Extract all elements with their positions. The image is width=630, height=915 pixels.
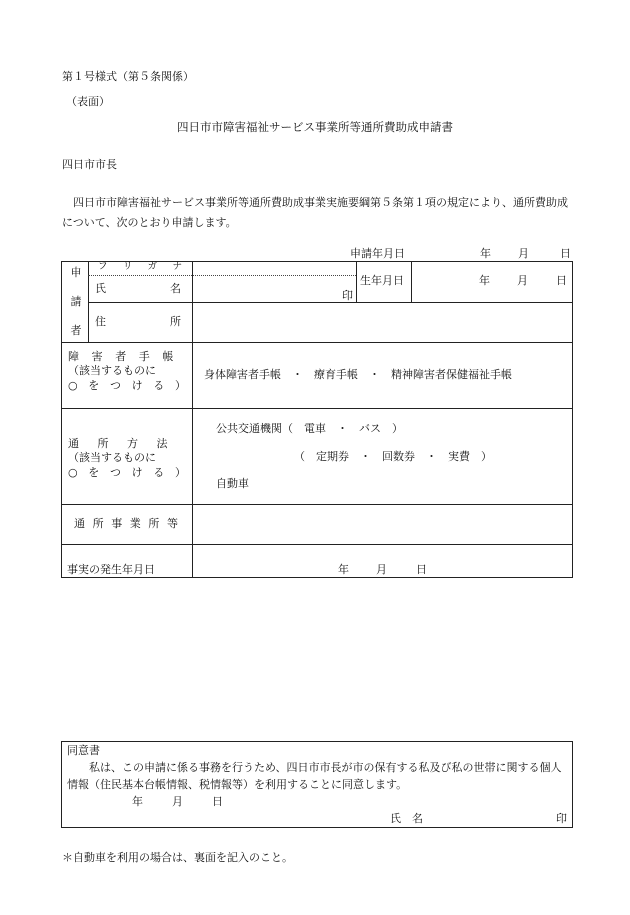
label-char: ） <box>174 465 186 479</box>
label-char: つ <box>109 378 121 392</box>
furigana-field[interactable] <box>193 262 356 275</box>
commute-label-line3 <box>68 466 186 480</box>
label-char: 法 <box>156 437 168 450</box>
application-date-year: 年 <box>480 247 491 260</box>
label-char: 方 <box>127 437 138 450</box>
addressee: 四日市市長 <box>62 158 117 171</box>
facility-field[interactable] <box>193 505 573 544</box>
label-char: を <box>88 465 100 479</box>
label-char: け <box>131 378 143 392</box>
facility-label <box>74 517 178 531</box>
label-char: 所 <box>148 517 160 530</box>
label-char: 通 <box>74 517 85 530</box>
side-label: （表面） <box>66 95 110 108</box>
commute-label-line2: （該当するものに <box>68 451 156 465</box>
label-char: る <box>153 465 165 479</box>
consent-name-label: 氏 名 <box>390 812 423 825</box>
name-seal: 印 <box>342 289 353 302</box>
label-char: を <box>88 378 100 392</box>
car-option[interactable]: 自動車 <box>216 477 249 490</box>
consent-body: 私は、この申請に係る事務を行うため、四日市市長が市の保有する私及び私の世帯に関する個人情報（住民基本台帳情報、税情報等）を利用することに同意します。 <box>67 761 562 791</box>
label-char: ） <box>174 378 186 392</box>
label-char: 害 <box>91 350 103 363</box>
birth-month: 月 <box>517 274 528 287</box>
document-title: 四日市市障害福祉サービス事業所等通所費助成申請書 <box>177 120 453 134</box>
birth-date-label: 生年月日 <box>360 274 404 287</box>
occurrence-date-label: 事実の発生年月日 <box>67 563 155 576</box>
label-char: 業 <box>129 517 141 530</box>
consent-month: 月 <box>172 795 183 808</box>
handbook-options[interactable]: 身体障害者手帳 ・ 療育手帳 ・ 精神障害者保健福祉手帳 <box>204 368 512 381</box>
label-char: 住 <box>95 315 106 328</box>
label-char: リ <box>122 261 133 272</box>
divider <box>356 262 357 302</box>
handbook-label-line3 <box>68 379 186 393</box>
label-char: 所 <box>170 315 181 328</box>
consent-box <box>61 741 573 828</box>
intro-paragraph: 四日市市障害福祉サービス事業所等通所費助成事業実施要綱第５条第１項の規定により、通所費助成について、次のとおり申請します。 <box>62 196 568 229</box>
consent-seal: 印 <box>556 812 567 825</box>
address-field[interactable] <box>193 303 573 342</box>
occurrence-year: 年 <box>338 563 349 576</box>
divider <box>62 408 573 409</box>
consent-year: 年 <box>132 795 143 808</box>
birth-year: 年 <box>479 274 490 287</box>
public-transport-option[interactable]: 公共交通機関（ 電車 ・ バス ） <box>216 422 403 435</box>
consent-name-field[interactable] <box>442 808 552 825</box>
commute-method-label <box>68 437 186 480</box>
consent-day: 日 <box>212 795 223 808</box>
application-date-day: 日 <box>560 247 571 260</box>
footnote: ＊自動車を利用の場合は、裏面を記入のこと。 <box>62 851 293 864</box>
name-field[interactable] <box>193 276 356 302</box>
birth-date-field[interactable] <box>412 262 573 302</box>
label-char: 者 <box>70 323 82 337</box>
label-char: 申 <box>70 266 82 279</box>
label-char: 等 <box>166 517 178 530</box>
divider <box>62 342 573 343</box>
handbook-label-line2: （該当するものに <box>68 364 156 378</box>
label-char: 手 <box>138 350 150 363</box>
label-char: 通 <box>68 437 79 450</box>
label-char: ○ <box>68 465 78 479</box>
address-label <box>95 315 181 329</box>
application-date-label: 申請年月日 <box>350 247 405 260</box>
consent-title: 同意書 <box>67 744 100 757</box>
label-char: 所 <box>92 517 104 530</box>
label-char: フ <box>98 261 108 272</box>
ticket-type-options[interactable]: （ 定期券 ・ 回数券 ・ 実費 ） <box>294 450 492 463</box>
name-label <box>95 282 181 296</box>
label-char: ○ <box>68 378 78 392</box>
commute-label-line1 <box>68 437 186 451</box>
label-char: け <box>131 465 143 479</box>
applicant-group-label <box>69 266 83 338</box>
label-char: 所 <box>97 437 109 450</box>
handbook-label <box>68 350 186 393</box>
label-char: 名 <box>170 282 181 295</box>
label-char: 帳 <box>162 350 174 363</box>
birth-day: 日 <box>556 274 567 287</box>
handbook-label-line1 <box>68 350 186 364</box>
application-date-month: 月 <box>518 247 529 260</box>
label-char: ナ <box>172 261 182 272</box>
application-table <box>61 261 573 578</box>
label-char: 者 <box>115 350 127 363</box>
label-char: る <box>153 378 165 392</box>
form-number: 第１号様式（第５条関係） <box>62 70 194 83</box>
label-char: つ <box>109 465 121 479</box>
occurrence-day: 日 <box>416 563 427 576</box>
furigana-label <box>98 261 182 273</box>
label-char: 請 <box>70 294 82 308</box>
label-char: 氏 <box>95 282 106 295</box>
label-char: ガ <box>147 261 158 272</box>
occurrence-month: 月 <box>376 563 387 576</box>
label-char: 障 <box>68 350 79 363</box>
label-char: 事 <box>111 517 123 530</box>
